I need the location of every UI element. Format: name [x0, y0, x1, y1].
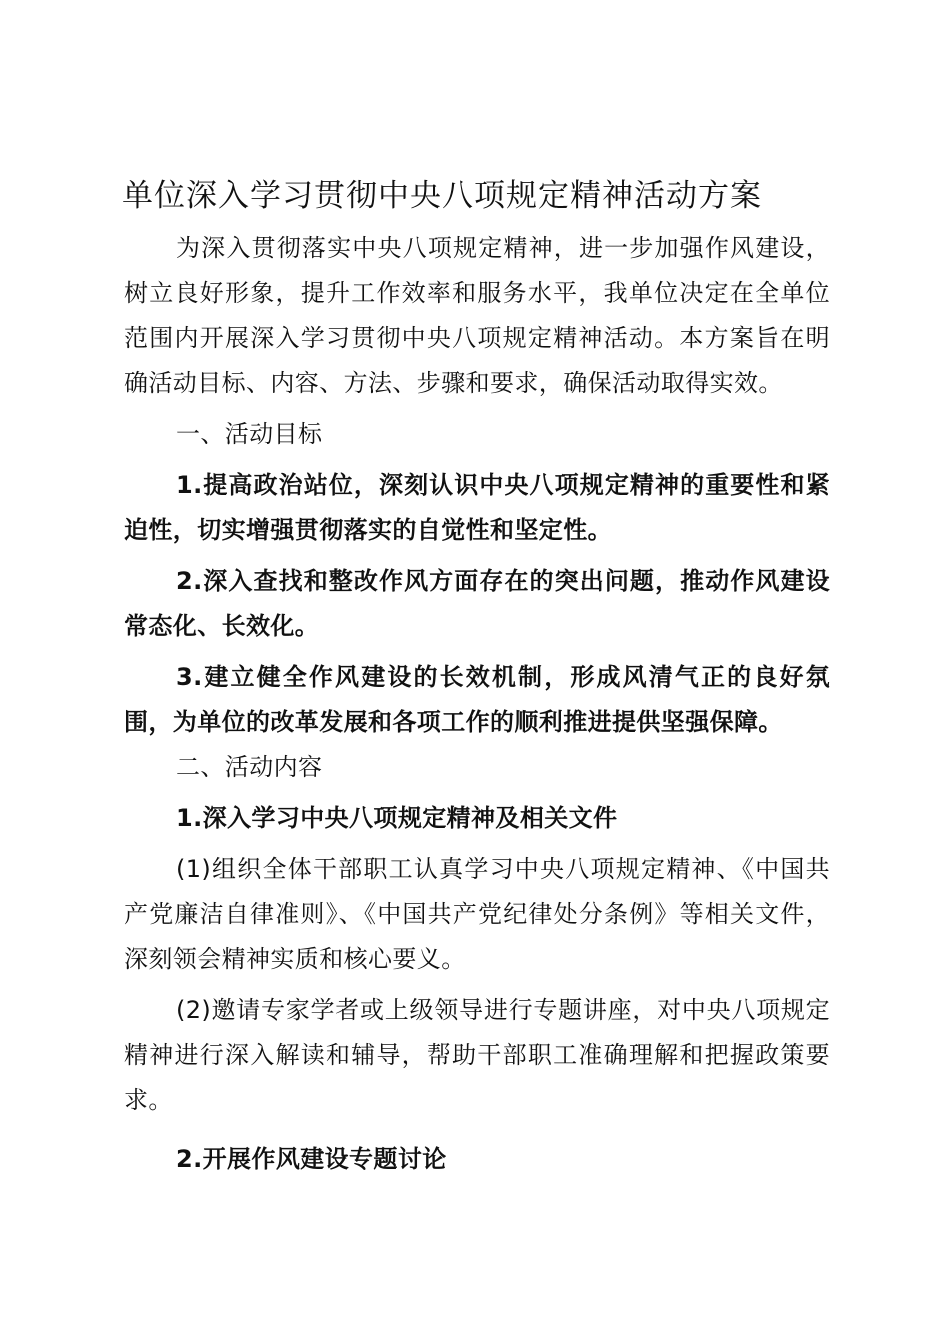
study-paragraph-2: (2)邀请专家学者或上级领导进行专题讲座，对中央八项规定精神进行深入解读和辅导，帮助干部职工准确理解和把握政策要求。: [124, 996, 830, 1114]
goal-item-3: 3.建立健全作风建设的长效机制，形成风清气正的良好氛围，为单位的改革发展和各项工作的顺利推进提供坚强保障。: [124, 663, 830, 736]
section-heading-content: 二、活动内容: [176, 753, 323, 781]
goal-item-2: 2.深入查找和整改作风方面存在的突出问题，推动作风建设常态化、长效化。: [124, 567, 830, 640]
study-paragraph-1: (1)组织全体干部职工认真学习中央八项规定精神、《中国共产党廉洁自律准则》、《中国共产党纪律处分条例》等相关文件，深刻领会精神实质和核心要义。: [124, 855, 830, 973]
intro-paragraph: 为深入贯彻落实中央八项规定精神，进一步加强作风建设，树立良好形象，提升工作效率和服务水平，我单位决定在全单位范围内开展深入学习贯彻中央八项规定精神活动。本方案旨在明确活动目标、内容、方法、步骤和要求，确保活动取得实效。: [124, 234, 830, 397]
document-title: 单位深入学习贯彻中央八项规定精神活动方案: [122, 178, 762, 214]
goal-item-1: 1.提高政治站位，深刻认识中央八项规定精神的重要性和紧迫性，切实增强贯彻落实的自觉性和坚定性。: [124, 471, 830, 544]
document-body: [124, 226, 830, 1182]
subsection-heading-discussion: 2.开展作风建设专题讨论: [176, 1145, 447, 1173]
subsection-heading-study: 1.深入学习中央八项规定精神及相关文件: [176, 804, 618, 832]
section-heading-goals: 一、活动目标: [176, 420, 323, 448]
